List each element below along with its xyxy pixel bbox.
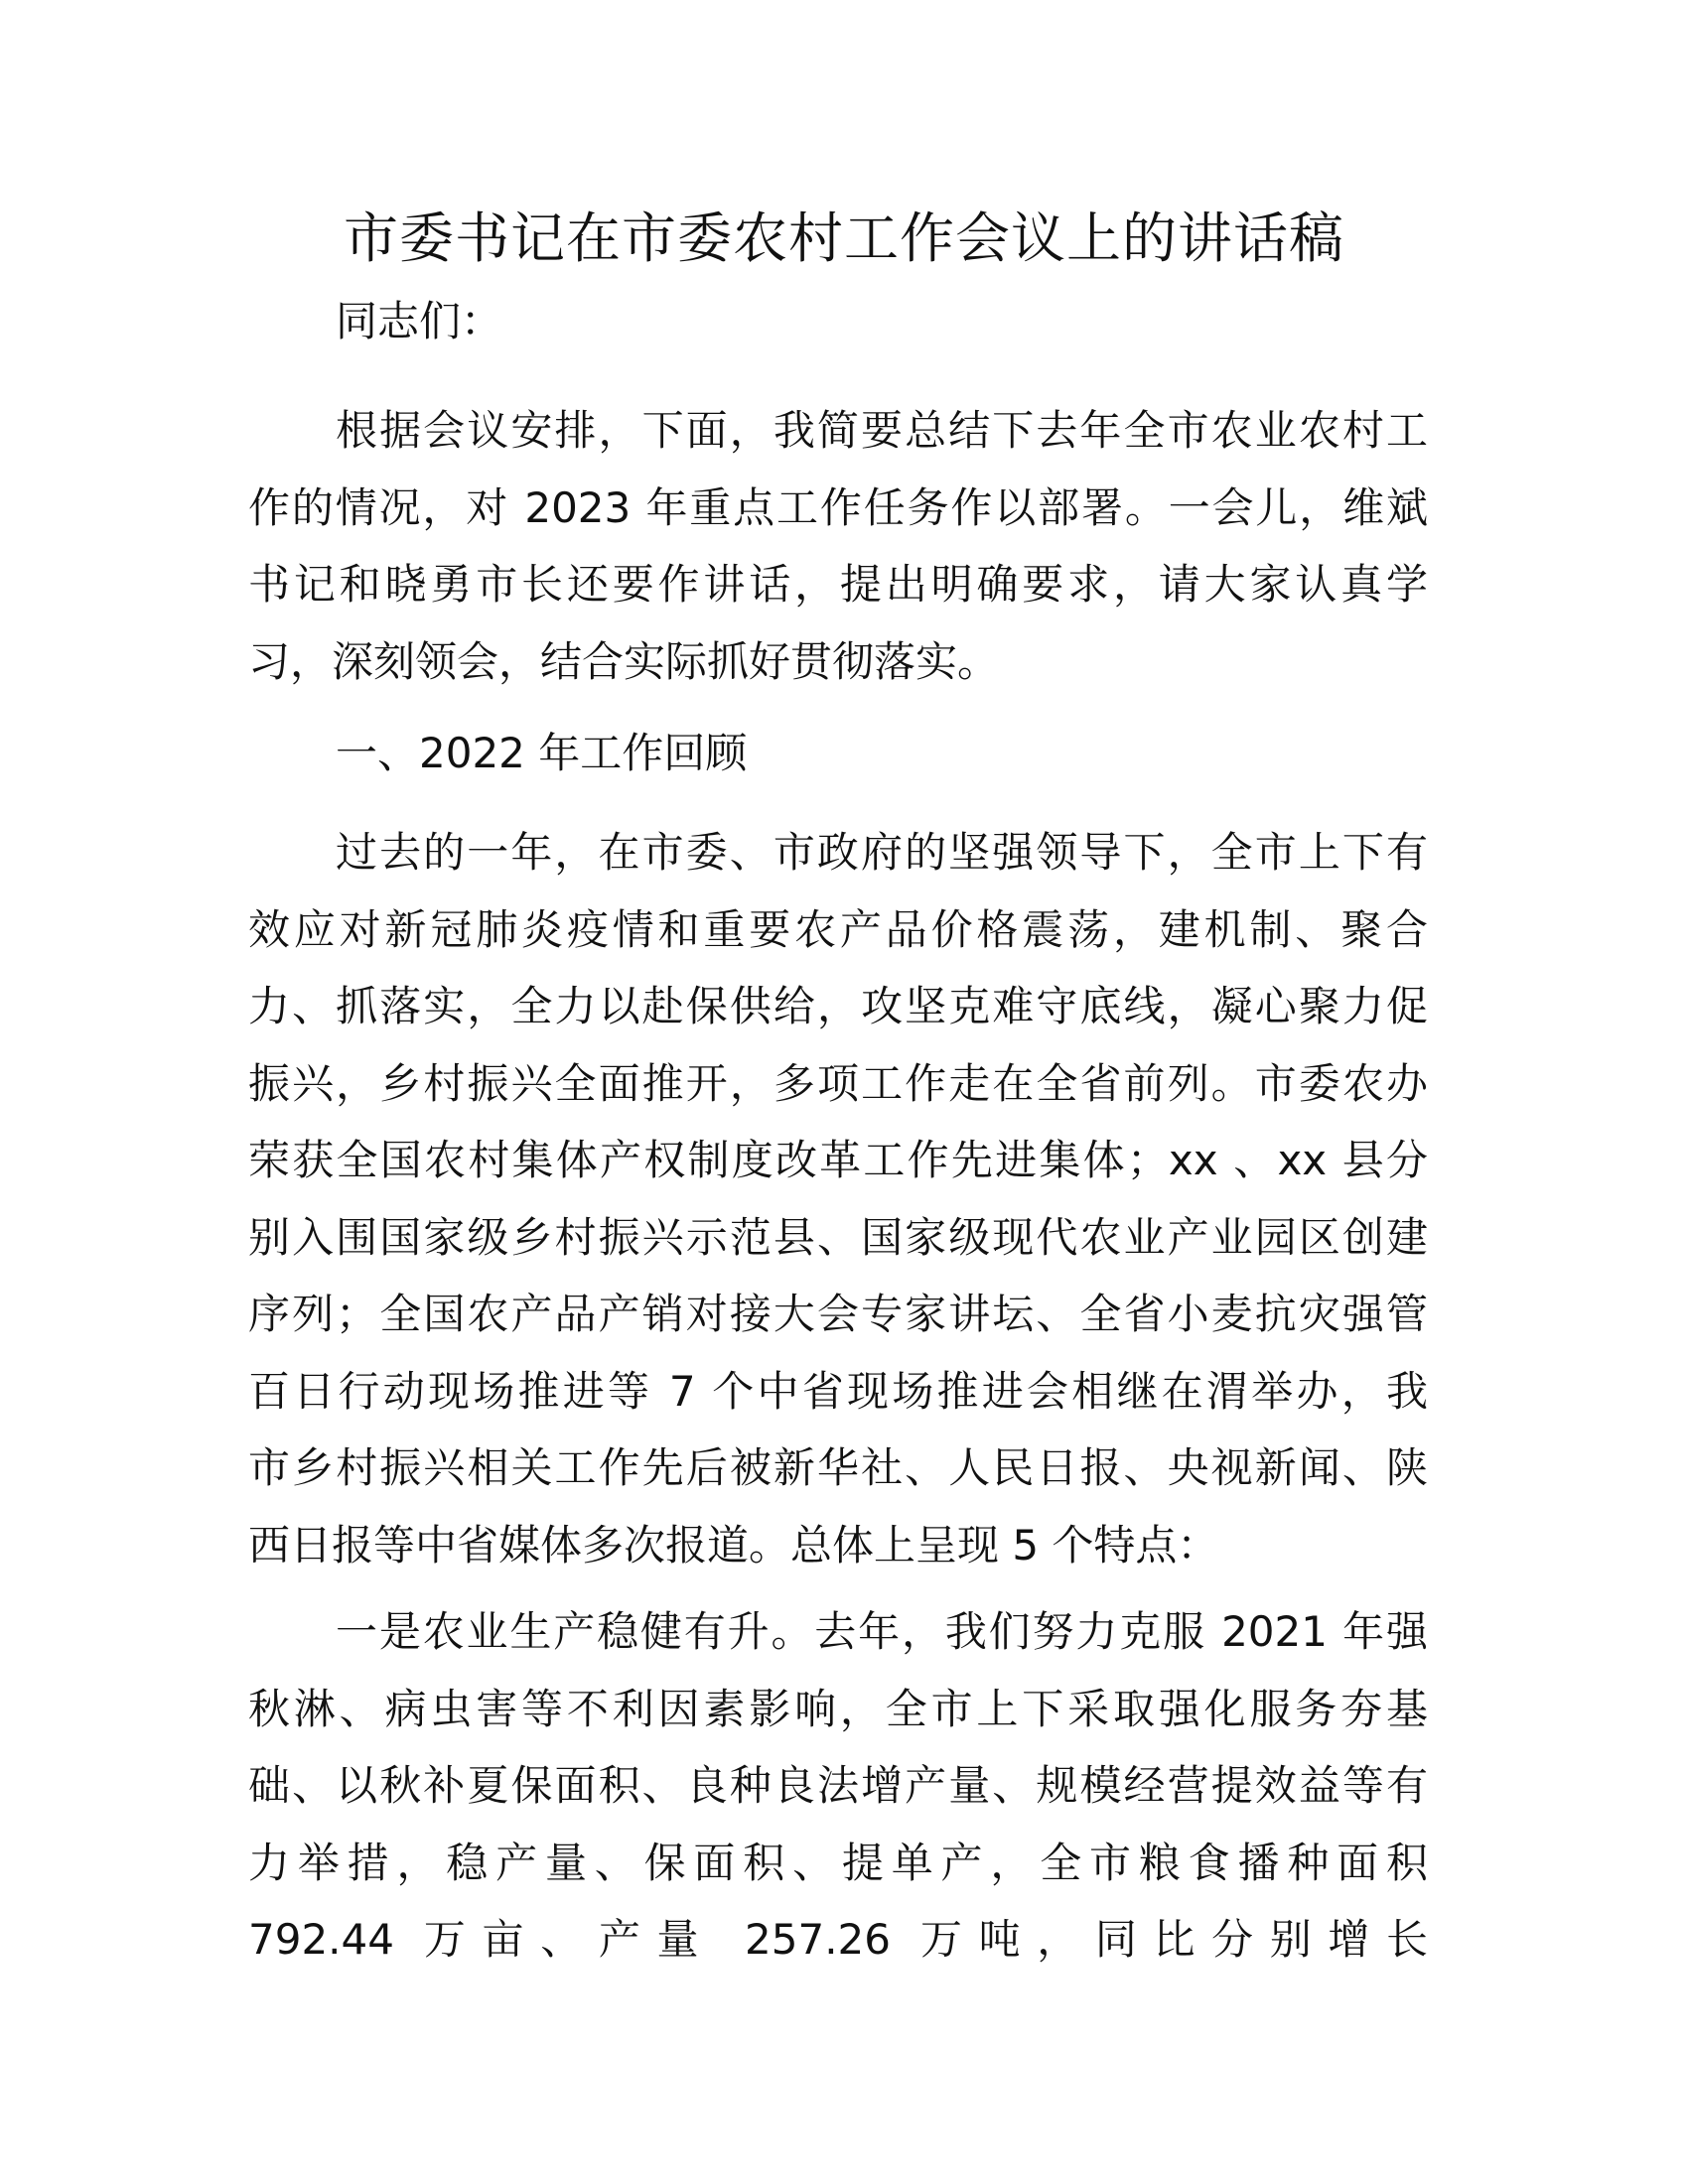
characteristic-paragraph	[248, 1593, 1428, 1979]
paragraph-line: 市乡村振兴相关工作先后被新华社、人民日报、央视新闻、陕	[248, 1443, 1428, 1492]
document-title: 市委书记在市委农村工作会议上的讲话稿	[343, 206, 1344, 270]
greeting-block	[248, 283, 1428, 360]
review-paragraph	[248, 814, 1428, 1583]
paragraph-line: 效应对新冠肺炎疫情和重要农产品价格震荡，建机制、聚合	[248, 904, 1428, 954]
paragraph-line: 荣获全国农村集体产权制度改革工作先进集体；xx 、xx 县分	[248, 1136, 1428, 1184]
section-heading: 一、2022 年工作回顾	[336, 729, 748, 777]
paragraph-line: 过去的一年，在市委、市政府的坚强领导下，全市上下有	[336, 828, 1428, 877]
section-heading-block	[248, 715, 1428, 792]
intro-paragraph	[248, 392, 1428, 700]
paragraph-line: 秋淋、病虫害等不利因素影响，全市上下采取强化服务夯基	[248, 1684, 1428, 1733]
paragraph-line: 西日报等中省媒体多次报道。总体上呈现 5 个特点：	[248, 1520, 1219, 1570]
paragraph-line: 别入围国家级乡村振兴示范县、国家级现代农业产业园区创建	[248, 1212, 1428, 1262]
paragraph-line: 书记和晓勇市长还要作讲话，提出明确要求，请大家认真学	[248, 560, 1428, 609]
paragraph-line: 序列；全国农产品产销对接大会专家讲坛、全省小麦抗灾强管	[248, 1290, 1428, 1338]
paragraph-line: 振兴，乡村振兴全面推开，多项工作走在全省前列。市委农办	[248, 1058, 1428, 1108]
paragraph-line: 792.44 万亩、产量 257.26 万吨，同比分别增长	[248, 1915, 1428, 1964]
paragraph-line: 力举措，稳产量、保面积、提单产，全市粮食播种面积	[248, 1838, 1428, 1887]
paragraph-line: 百日行动现场推进等 7 个中省现场推进会相继在渭举办，我	[248, 1366, 1428, 1416]
paragraph-line: 根据会议安排，下面，我简要总结下去年全市农业农村工	[336, 406, 1428, 455]
paragraph-line: 力、抓落实，全力以赴保供给，攻坚克难守底线，凝心聚力促	[248, 982, 1428, 1030]
paragraph-line: 一是农业生产稳健有升。去年，我们努力克服 2021 年强	[336, 1607, 1428, 1656]
paragraph-line: 作的情况，对 2023 年重点工作任务作以部署。一会儿，维斌	[248, 482, 1428, 532]
greeting-line: 同志们：	[336, 297, 503, 345]
paragraph-line: 习，深刻领会，结合实际抓好贯彻落实。	[248, 636, 1000, 686]
paragraph-line: 础、以秋补夏保面积、良种良法增产量、规模经营提效益等有	[248, 1761, 1428, 1810]
